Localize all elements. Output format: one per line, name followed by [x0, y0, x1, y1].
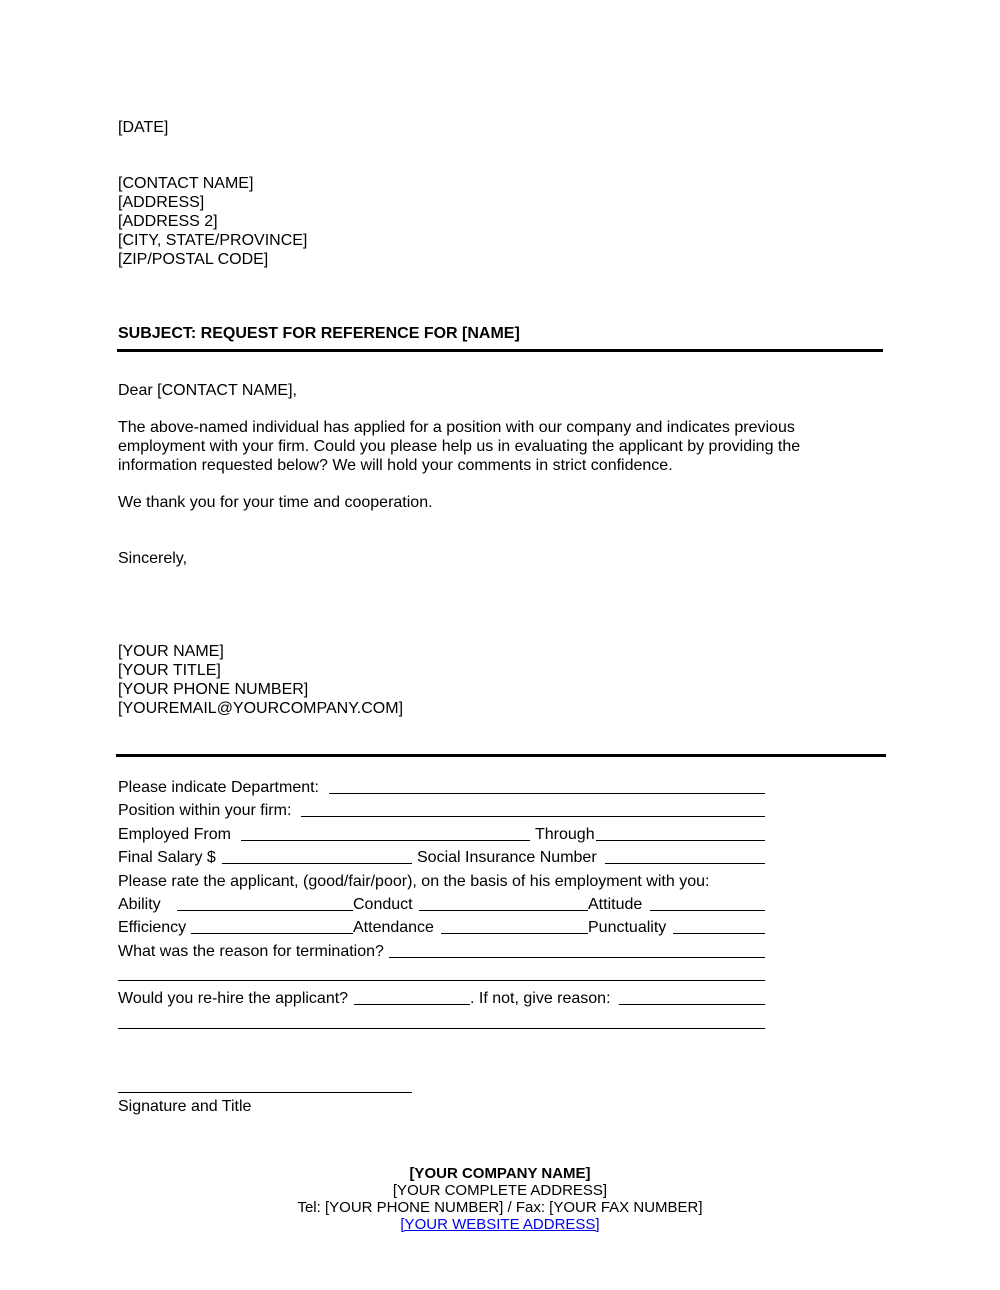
- rehire-blank[interactable]: [354, 1004, 470, 1005]
- date: [DATE]: [118, 119, 169, 136]
- signature-blank[interactable]: [118, 1092, 412, 1093]
- employed-from-label: Employed From: [118, 826, 231, 843]
- recipient-contact-name: [CONTACT NAME]: [118, 175, 254, 192]
- employed-from-blank[interactable]: [241, 840, 530, 841]
- body-line: employment with your firm. Could you please help us in evaluating the applicant by providing the: [118, 438, 801, 455]
- rate-prompt: Please rate the applicant, (good/fair/poor), on the basis of his employment with you:: [118, 873, 710, 890]
- attendance-blank[interactable]: [441, 933, 588, 934]
- if-not-label: . If not, give reason:: [470, 990, 611, 1007]
- termination-label: What was the reason for termination?: [118, 943, 384, 960]
- conduct-blank[interactable]: [419, 910, 588, 911]
- attendance-label: Attendance: [353, 919, 434, 936]
- efficiency-blank[interactable]: [191, 933, 353, 934]
- efficiency-label: Efficiency: [118, 919, 187, 936]
- recipient-address2: [ADDRESS 2]: [118, 213, 218, 230]
- department-blank[interactable]: [329, 793, 765, 794]
- department-label: Please indicate Department:: [118, 779, 319, 796]
- sender-title: [YOUR TITLE]: [118, 662, 221, 679]
- subject-divider: [117, 349, 883, 352]
- sender-name: [YOUR NAME]: [118, 643, 224, 660]
- reason-blank[interactable]: [619, 1004, 765, 1005]
- position-label: Position within your firm:: [118, 802, 292, 819]
- body-line: information requested below? We will hold your comments in strict confidence.: [118, 457, 673, 474]
- form-divider: [116, 754, 886, 757]
- sin-blank[interactable]: [605, 863, 765, 864]
- closing: Sincerely,: [118, 550, 188, 567]
- signature-label: Signature and Title: [118, 1098, 252, 1115]
- reason-blank-2[interactable]: [118, 1028, 765, 1029]
- termination-blank[interactable]: [389, 957, 765, 958]
- sender-email: [YOUREMAIL@YOURCOMPANY.COM]: [118, 700, 404, 717]
- conduct-label: Conduct: [353, 896, 413, 913]
- subject-line: SUBJECT: REQUEST FOR REFERENCE FOR [NAME]: [118, 325, 520, 342]
- footer-website-link[interactable]: [YOUR WEBSITE ADDRESS]: [400, 1216, 600, 1233]
- final-salary-blank[interactable]: [222, 863, 412, 864]
- footer-website-row: [0, 1216, 1000, 1233]
- sin-label: Social Insurance Number: [417, 849, 597, 866]
- attitude-label: Attitude: [588, 896, 643, 913]
- position-blank[interactable]: [301, 816, 765, 817]
- body-line: The above-named individual has applied for a position with our company and indicates previous: [118, 419, 795, 436]
- recipient-address: [ADDRESS]: [118, 194, 205, 211]
- thanks-line: We thank you for your time and cooperation.: [118, 494, 433, 511]
- sender-phone: [YOUR PHONE NUMBER]: [118, 681, 309, 698]
- termination-blank-2[interactable]: [118, 980, 765, 981]
- rehire-label: Would you re-hire the applicant?: [118, 990, 349, 1007]
- ability-label: Ability: [118, 896, 161, 913]
- through-blank[interactable]: [596, 840, 765, 841]
- footer-company: [YOUR COMPANY NAME]: [409, 1165, 591, 1182]
- recipient-zip: [ZIP/POSTAL CODE]: [118, 251, 269, 268]
- recipient-city-state: [CITY, STATE/PROVINCE]: [118, 232, 308, 249]
- through-label: Through: [535, 826, 595, 843]
- final-salary-label: Final Salary $: [118, 849, 216, 866]
- punctuality-label: Punctuality: [588, 919, 667, 936]
- attitude-blank[interactable]: [650, 910, 765, 911]
- salutation: Dear [CONTACT NAME],: [118, 382, 297, 399]
- footer-contact: Tel: [YOUR PHONE NUMBER] / Fax: [YOUR FAX NUMBER]: [297, 1199, 703, 1216]
- ability-blank[interactable]: [177, 910, 353, 911]
- punctuality-blank[interactable]: [673, 933, 765, 934]
- footer-address: [YOUR COMPLETE ADDRESS]: [392, 1182, 608, 1199]
